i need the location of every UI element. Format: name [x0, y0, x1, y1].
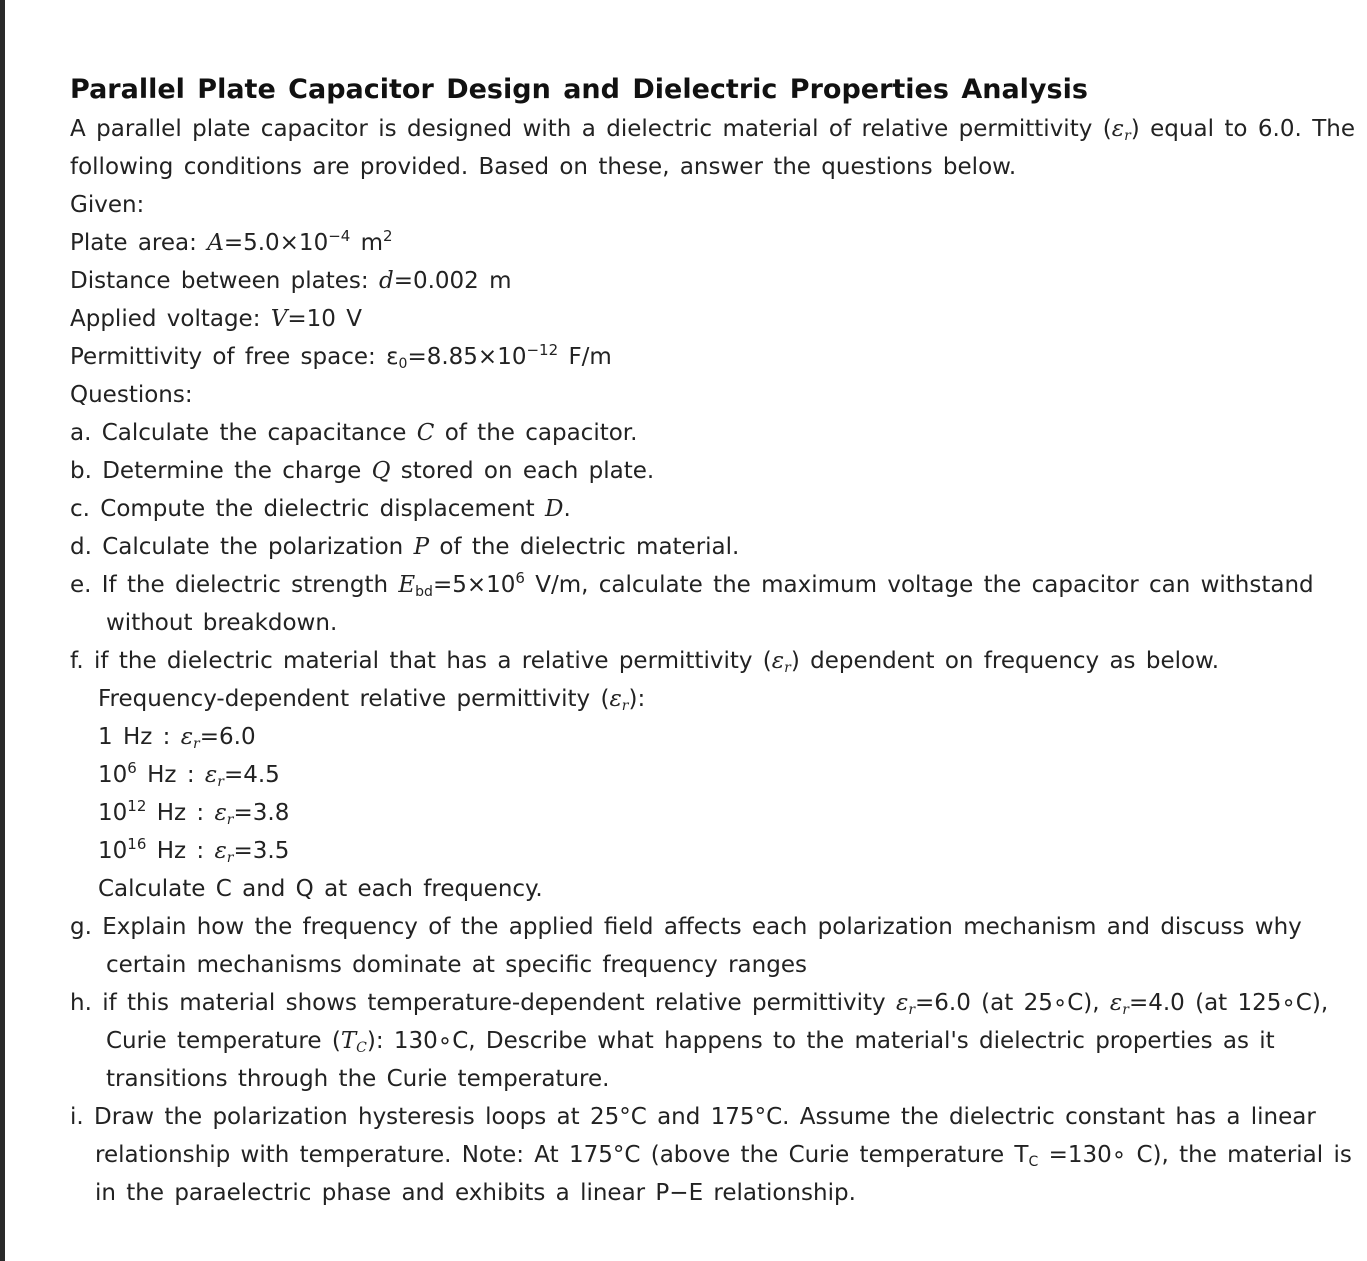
- eps-symbol: ε: [1111, 116, 1125, 142]
- given-distance: [70, 262, 1355, 300]
- intro-paragraph: [70, 110, 1355, 186]
- question-d: [70, 528, 1355, 566]
- qc-post: .: [563, 496, 571, 522]
- freq-heading-pre: Frequency-dependent relative permittivity (: [98, 686, 610, 712]
- freq-value: 10: [98, 800, 128, 826]
- qh-eps-subscript: r: [908, 1002, 916, 1018]
- freq-exponent: 6: [127, 759, 137, 777]
- qh-tc-subscript: C: [356, 1040, 367, 1056]
- freq-eps: ε: [204, 762, 218, 788]
- question-i: [70, 1098, 1355, 1212]
- qf-post: ) dependent on frequency as below.: [790, 648, 1220, 674]
- given-area: [70, 224, 1355, 262]
- qd-text: d. Calculate the polarization: [70, 534, 404, 560]
- question-e: [70, 566, 1355, 642]
- freq-row: [70, 756, 1355, 794]
- area-unit-exponent: 2: [383, 227, 393, 245]
- voltage-value: =10 V: [287, 306, 362, 332]
- qd-var: P: [413, 534, 430, 560]
- qe-value: =5×10: [432, 572, 516, 598]
- eps-subscript: r: [1124, 128, 1131, 144]
- qd-post: of the dielectric material.: [439, 534, 740, 560]
- qb-post: stored on each plate.: [400, 458, 655, 484]
- freq-calc: Calculate C and Q at each frequency.: [98, 876, 543, 902]
- freq-heading-eps: ε: [609, 686, 622, 712]
- intro-text-b: ) equal to 6.0. The following conditions are provided. Based on these, answer the questions below.: [70, 116, 1355, 180]
- freq-eps-value: =4.5: [223, 762, 280, 788]
- freq-eps-value: =6.0: [199, 724, 256, 750]
- freq-value: 1: [98, 724, 113, 750]
- freq-unit: Hz :: [122, 724, 171, 750]
- qh-curie: Curie temperature (: [106, 1028, 341, 1054]
- freq-heading-post: ):: [628, 686, 646, 712]
- freq-heading-subscript: r: [621, 698, 629, 714]
- eps0-symbol: ε: [386, 344, 399, 370]
- area-var: A: [207, 230, 224, 256]
- area-unit: m: [360, 230, 384, 256]
- freq-exponent: 16: [127, 835, 147, 853]
- permittivity-value: =8.85×10: [407, 344, 527, 370]
- qh-eps-subscript: r: [1122, 1002, 1129, 1018]
- freq-row: [70, 718, 1355, 756]
- question-h: [70, 984, 1355, 1098]
- voltage-var: V: [270, 306, 288, 332]
- question-c: [70, 490, 1355, 528]
- qb-var: Q: [371, 458, 391, 484]
- qe-text: e. If the dielectric strength: [70, 572, 389, 598]
- question-a: [70, 414, 1355, 452]
- freq-eps-value: =3.5: [233, 838, 290, 864]
- area-label: Plate area:: [70, 230, 197, 256]
- qa-post: of the capacitor.: [444, 420, 638, 446]
- qh-tc: T: [340, 1028, 357, 1054]
- qa-text: a. Calculate the capacitance: [70, 420, 407, 446]
- qa-var: C: [416, 420, 435, 446]
- qe-var: E: [398, 572, 416, 598]
- questions-heading: Questions:: [70, 382, 193, 408]
- qh-eps: ε: [895, 990, 909, 1016]
- qi-post: =130∘ C), the material is in the paraelectric phase and exhibits a linear P−E relationship.: [95, 1142, 1352, 1206]
- freq-eps-subscript: r: [217, 774, 224, 790]
- qc-text: c. Compute the dielectric displacement: [70, 496, 535, 522]
- permittivity-exponent: −12: [526, 341, 559, 359]
- given-heading: Given:: [70, 192, 145, 218]
- given-permittivity: [70, 338, 1355, 376]
- voltage-label: Applied voltage:: [70, 306, 261, 332]
- area-value: =5.0×10: [223, 230, 329, 256]
- freq-eps: ε: [214, 800, 227, 826]
- qi-subscript: C: [1028, 1154, 1039, 1170]
- freq-value: 10: [98, 838, 128, 864]
- distance-value: =0.002 m: [393, 268, 512, 294]
- area-exponent: −4: [328, 227, 351, 245]
- freq-eps-value: =3.8: [233, 800, 290, 826]
- freq-eps-subscript: r: [226, 850, 234, 866]
- qh-text: h. if this material shows temperature-dependent relative permittivity: [70, 990, 886, 1016]
- qh-value-125: =4.0 (at 125∘C),: [1128, 990, 1329, 1016]
- freq-exponent: 12: [127, 797, 147, 815]
- qc-var: D: [544, 496, 564, 522]
- qe-post: V/m, calculate the maximum voltage the capacitor can withstand without breakdown.: [106, 572, 1314, 636]
- question-f: [70, 642, 1355, 680]
- left-border: [0, 0, 5, 1261]
- freq-heading: [70, 680, 1355, 718]
- freq-eps: ε: [180, 724, 194, 750]
- question-b: [70, 452, 1355, 490]
- freq-value: 10: [98, 762, 128, 788]
- intro-text-a: A parallel plate capacitor is designed with a dielectric material of relative permittivity (: [70, 116, 1112, 142]
- distance-var: d: [378, 268, 394, 294]
- permittivity-label: Permittivity of free space:: [70, 344, 376, 370]
- freq-eps-subscript: r: [226, 812, 234, 828]
- qh-value-25: =6.0 (at 25∘C),: [915, 990, 1100, 1016]
- qf-eps-subscript: r: [784, 660, 791, 676]
- given-voltage: [70, 300, 1355, 338]
- page-title: Parallel Plate Capacitor Design and Dielectric Properties Analysis: [70, 74, 1088, 105]
- freq-eps: ε: [214, 838, 227, 864]
- qh-eps: ε: [1109, 990, 1123, 1016]
- qf-text: f. if the dielectric material that has a relative permittivity (: [70, 648, 772, 674]
- qh-post: ): 130∘C, Describe what happens to the material's dielectric properties as it transitions through the Curie temperature.: [106, 1028, 1275, 1092]
- freq-row: [70, 794, 1355, 832]
- qe-subscript: bd: [415, 584, 433, 600]
- freq-unit: Hz :: [156, 838, 205, 864]
- qf-eps: ε: [771, 648, 785, 674]
- qb-text: b. Determine the charge: [70, 458, 362, 484]
- qe-exponent: 6: [515, 569, 525, 587]
- permittivity-unit: F/m: [568, 344, 612, 370]
- document: [70, 70, 1355, 1212]
- freq-unit: Hz :: [156, 800, 205, 826]
- freq-unit: Hz :: [147, 762, 195, 788]
- eps0-subscript: 0: [398, 356, 408, 372]
- freq-eps-subscript: r: [193, 736, 200, 752]
- qi-text: i. Draw the polarization hysteresis loops at 25°C and 175°C. Assume the dielectric constant has a linear relationship with temperature. Note: At 175°C (above the Curie temperature T: [70, 1104, 1316, 1168]
- question-g: g. Explain how the frequency of the applied field affects each polarization mechanism and discuss why certain mechanisms dominate at specific frequency ranges: [70, 914, 1302, 978]
- freq-row: [70, 832, 1355, 870]
- distance-label: Distance between plates:: [70, 268, 369, 294]
